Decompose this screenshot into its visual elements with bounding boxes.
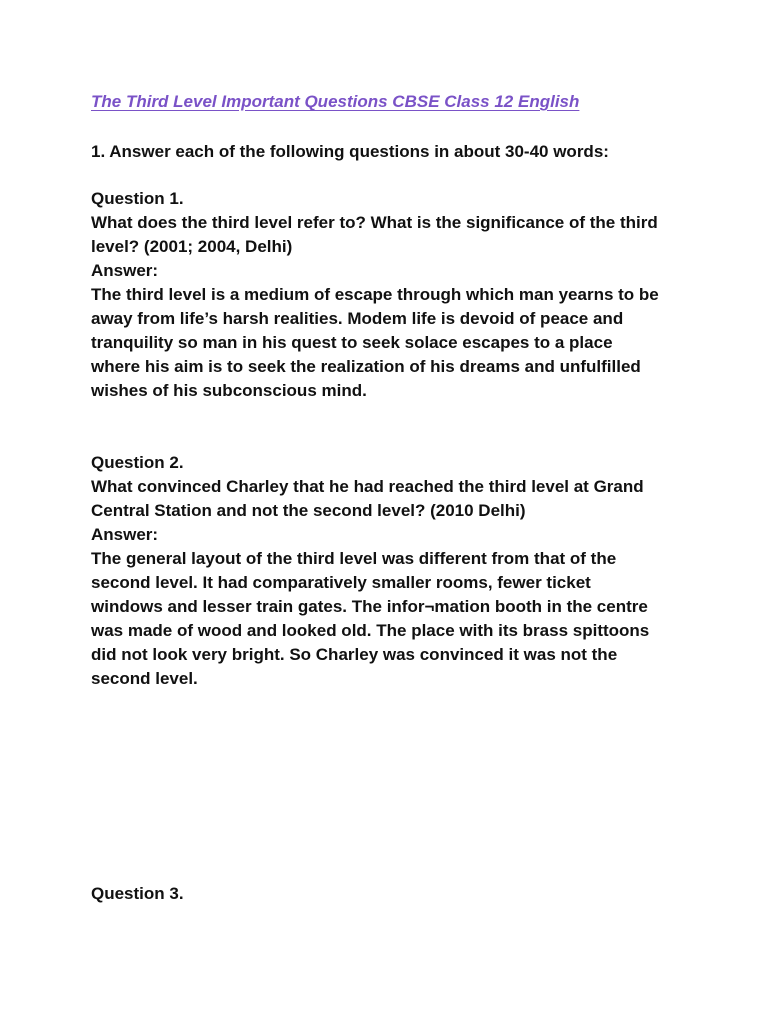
answer-1-text-line: The third level is a medium of escape through which man yearns to be — [91, 285, 659, 304]
answer-2-text-line: The general layout of the third level was different from that of the — [91, 549, 617, 568]
answer-1-text-line: where his aim is to seek the realization of his dreams and unfulfilled — [91, 357, 641, 376]
title-link[interactable]: The Third Level Important Questions CBSE Class 12 English — [91, 92, 580, 111]
instruction-text: 1. Answer each of the following questions in about 30-40 words: — [91, 142, 609, 161]
answer-2-text-line: second level. It had comparatively smaller rooms, fewer ticket — [91, 573, 591, 592]
answer-2-text-line: was made of wood and looked old. The place with its brass spittoons — [91, 621, 650, 640]
answer-1-text-line: away from life’s harsh realities. Modem life is devoid of peace and — [91, 309, 624, 328]
answer-2-label: Answer: — [91, 525, 159, 544]
answer-2-text-line: did not look very bright. So Charley was convinced it was not the — [91, 645, 618, 664]
answer-2-text-line: second level. — [91, 669, 198, 688]
answer-2-text-line: windows and lesser train gates. The infor¬mation booth in the centre — [91, 597, 648, 616]
question-3-heading: Question 3. — [91, 884, 184, 903]
answer-1-text-line: tranquility so man in his quest to seek solace escapes to a place — [91, 333, 613, 352]
answer-1-label: Answer: — [91, 261, 159, 280]
question-2-text-line: What convinced Charley that he had reached the third level at Grand — [91, 477, 644, 496]
question-1-text-line: What does the third level refer to? What is the significance of the third — [91, 213, 658, 232]
question-2-text-line: Central Station and not the second level? (2010 Delhi) — [91, 501, 526, 520]
answer-1-text-line: wishes of his subconscious mind. — [91, 381, 367, 400]
question-1-text-line: level? (2001; 2004, Delhi) — [91, 237, 293, 256]
question-1-heading: Question 1. — [91, 189, 184, 208]
question-2-heading: Question 2. — [91, 453, 184, 472]
